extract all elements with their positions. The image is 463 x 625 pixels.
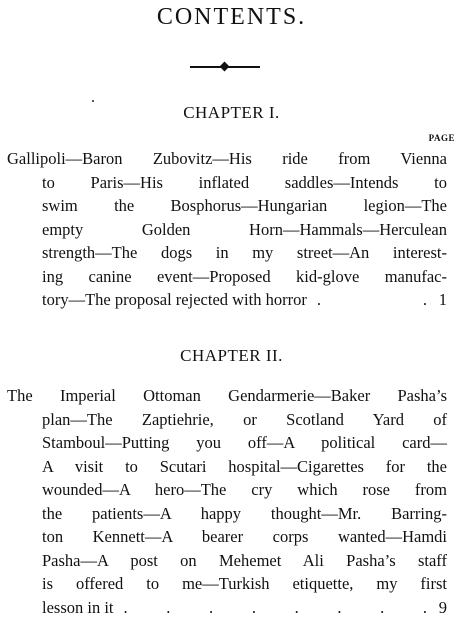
page-column-label: PAGE <box>428 133 455 143</box>
entry-last-line: tory—The proposal rejected with horror . . 1 <box>7 288 447 312</box>
page-number: 9 <box>438 597 447 617</box>
entry-line: swim the Bosphorus—Hungarian legion—The <box>42 196 447 215</box>
chapter-1-entry[interactable] <box>7 147 447 312</box>
entry-last-line: lesson in it . . . . . . . . 9 <box>7 596 447 620</box>
entry-line: the patients—A happy thought—Mr. Barring- <box>42 503 447 523</box>
entry-line: The Imperial Ottoman Gendarmerie—Baker Pasha’s <box>7 386 447 405</box>
entry-line: A visit to Scutari hospital—Cigarettes for the <box>42 456 447 476</box>
entry-line: Stamboul—Putting you off—A political card— <box>42 433 447 452</box>
entry-line: empty Golden Horn—Hammals—Herculean <box>42 219 447 239</box>
entry-line: is offered to me—Turkish etiquette, my first <box>42 574 447 593</box>
chapter-heading: CHAPTER I. <box>183 103 280 122</box>
diamond-ornament-icon <box>220 62 230 72</box>
page-title: CONTENTS. <box>156 4 307 30</box>
entry-line: Gallipoli—Baron Zubovitz—His ride from Vienna <box>7 149 447 168</box>
dot-leaders: . . <box>316 290 427 309</box>
entry-line: strength—The dogs in my street—An interest- <box>42 243 447 262</box>
entry-line: to Paris—His inflated saddles—Intends to <box>42 172 447 192</box>
ink-speck <box>92 100 94 102</box>
ornament-rule <box>190 66 260 68</box>
entry-line: wounded—A hero—The cry which rose from <box>42 480 447 499</box>
page-number: 1 <box>438 290 447 309</box>
entry-line: Pasha—A post on Mehemet Ali Pasha’s staff <box>42 550 447 570</box>
entry-line: plan—The Zaptiehrie, or Scotland Yard of <box>42 409 447 429</box>
entry-line: ton Kennett—A bearer corps wanted—Hamdi <box>42 527 447 546</box>
chapter-2-entry[interactable] <box>7 384 447 619</box>
entry-line: ing canine event—Proposed kid-glove manufac- <box>42 266 447 286</box>
chapter-heading: CHAPTER II. <box>180 346 283 365</box>
dot-leaders: . . . . . . . . <box>123 597 427 617</box>
